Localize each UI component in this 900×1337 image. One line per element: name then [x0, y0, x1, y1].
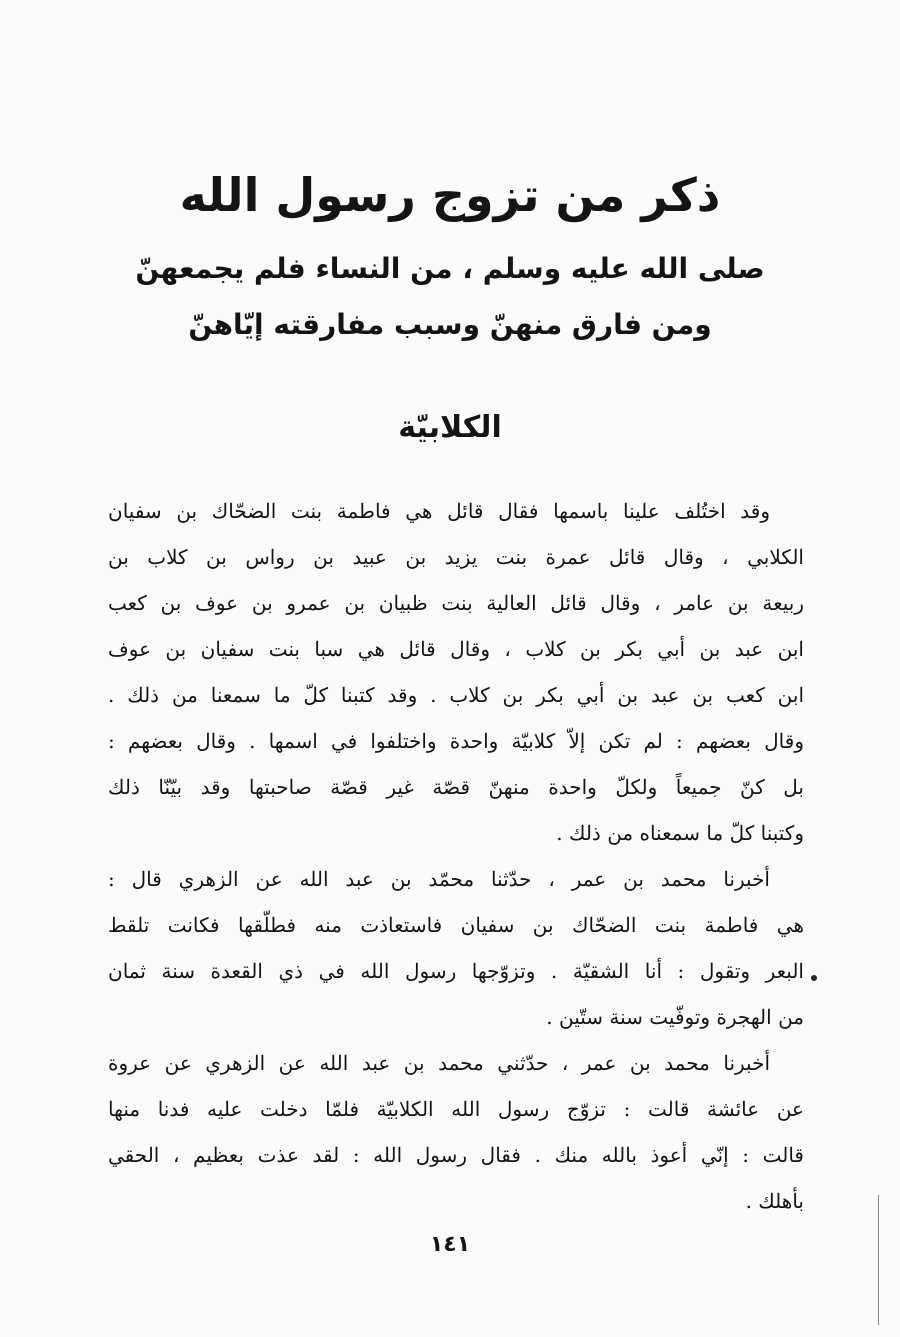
text-line: بل كنّ جميعاً ولكلّ واحدة منهنّ قصّة غير قصّة صاحبتها وقد بيّنّا ذلك — [108, 775, 804, 799]
paragraph-2 — [108, 856, 804, 1040]
text-line: عن عائشة قالت : تزوّج رسول الله الكلابيّة فلمّا دخلت عليه فدنا منها — [108, 1097, 804, 1121]
text-line: البعر وتقول : أنا الشقيّة . وتزوّجها رسول الله في ذي القعدة سنة ثمان — [108, 959, 804, 983]
text-line: وقد اختُلف علينا باسمها فقال قائل هي فاطمة بنت الضحّاك بن سفيان — [108, 499, 770, 523]
text-line: هي فاطمة بنت الضحّاك بن سفيان فاستعاذت منه فطلّقها فكانت تلقط — [108, 913, 804, 937]
body-text — [108, 488, 804, 1224]
chapter-title: ذكر من تزوج رسول الله — [179, 168, 721, 222]
section-heading: الكلابيّة — [398, 410, 502, 445]
paragraph-1 — [108, 488, 804, 856]
text-line: أخبرنا محمد بن عمر ، حدّثني محمد بن عبد الله عن الزهري عن عروة — [108, 1051, 770, 1075]
text-line: ابن عبد بن أبي بكر بن كلاب ، وقال قائل هي سبا بنت سفيان بن عوف — [108, 637, 804, 661]
text-line: قالت : إنّي أعوذ بالله منك . فقال رسول الله : لقد عذت بعظيم ، الحقي — [108, 1143, 804, 1167]
margin-rule — [878, 1195, 879, 1325]
text-line: ربيعة بن عامر ، وقال قائل العالية بنت ظبيان بن عمرو بن عوف بن كعب — [108, 591, 804, 615]
text-line: وكتبنا كلّ ما سمعناه من ذلك . — [556, 821, 804, 845]
chapter-subtitle-line-1: صلى الله عليه وسلم ، من النساء فلم يجمعهنّ — [135, 252, 765, 285]
text-line: بأهلك . — [745, 1189, 804, 1213]
page-number: ١٤١ — [429, 1232, 471, 1257]
text-line: من الهجرة وتوفّيت سنة ستّين . — [546, 1005, 804, 1029]
text-line: ابن كعب بن عبد بن أبي بكر بن كلاب . وقد كتبنا كلّ ما سمعنا من ذلك . — [108, 683, 804, 707]
chapter-subtitle-line-2: ومن فارق منهنّ وسبب مفارقته إيّاهنّ — [188, 308, 712, 341]
text-line: أخبرنا محمد بن عمر ، حدّثنا محمّد بن عبد الله عن الزهري قال : — [108, 867, 770, 891]
text-line: الكلابي ، وقال قائل عمرة بنت يزيد بن عبيد بن رواس بن كلاب بن — [108, 545, 804, 569]
text-line: وقال بعضهم : لم تكن إلاّ كلابيّة واحدة واختلفوا في اسمها . وقال بعضهم : — [108, 729, 804, 753]
paragraph-3 — [108, 1040, 804, 1224]
ink-speck — [811, 975, 817, 981]
